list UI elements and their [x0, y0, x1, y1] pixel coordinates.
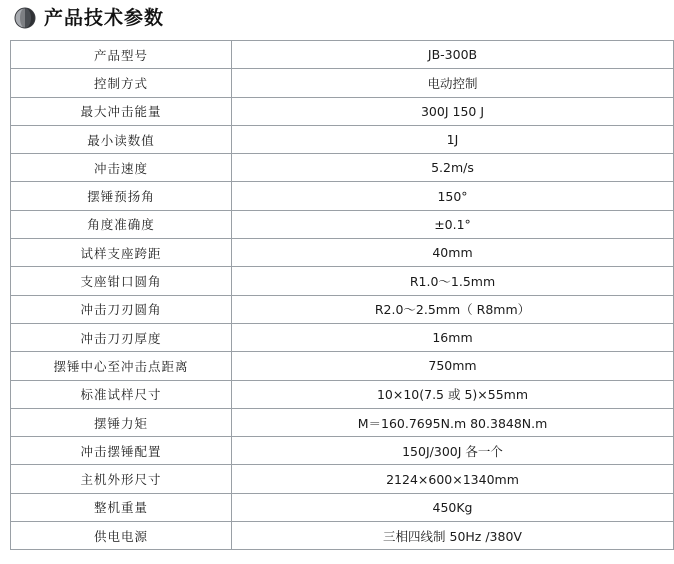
spec-label: 冲击速度: [11, 154, 232, 182]
page-header: [0, 0, 674, 34]
spec-label: 主机外形尺寸: [11, 465, 232, 493]
table-row: [11, 267, 674, 295]
page-title: 产品技术参数: [44, 7, 165, 29]
spec-label: 摆锤中心至冲击点距离: [11, 352, 232, 380]
table-row: [11, 380, 674, 408]
spec-value: 1J: [232, 125, 674, 153]
spec-label: 冲击刀刃厚度: [11, 323, 232, 351]
spec-value: R2.0～2.5mm（ R8mm）: [232, 295, 674, 323]
spec-value: 2124×600×1340mm: [232, 465, 674, 493]
sphere-bullet-icon: [14, 7, 36, 29]
table-row: [11, 69, 674, 97]
table-row: [11, 465, 674, 493]
spec-label: 角度准确度: [11, 210, 232, 238]
spec-value: 40mm: [232, 239, 674, 267]
table-row: [11, 522, 674, 550]
spec-label: 试样支座跨距: [11, 239, 232, 267]
spec-value: 450Kg: [232, 493, 674, 521]
spec-value: M＝160.7695N.m 80.3848N.m: [232, 408, 674, 436]
spec-label: 冲击摆锤配置: [11, 437, 232, 465]
spec-label: 摆锤力矩: [11, 408, 232, 436]
table-row: [11, 182, 674, 210]
spec-value: 750mm: [232, 352, 674, 380]
table-row: [11, 239, 674, 267]
table-row: [11, 437, 674, 465]
table-row: [11, 41, 674, 69]
spec-table: [10, 40, 674, 550]
spec-table-body: [11, 41, 674, 550]
spec-value: ±0.1°: [232, 210, 674, 238]
spec-value: 300J 150 J: [232, 97, 674, 125]
table-row: [11, 323, 674, 351]
spec-label: 最小读数值: [11, 125, 232, 153]
table-row: [11, 408, 674, 436]
spec-label: 最大冲击能量: [11, 97, 232, 125]
spec-value: 电动控制: [232, 69, 674, 97]
spec-label: 控制方式: [11, 69, 232, 97]
spec-value: 10×10(7.5 或 5)×55mm: [232, 380, 674, 408]
spec-label: 产品型号: [11, 41, 232, 69]
spec-value: R1.0～1.5mm: [232, 267, 674, 295]
spec-value: 16mm: [232, 323, 674, 351]
table-row: [11, 154, 674, 182]
spec-value: JB-300B: [232, 41, 674, 69]
spec-value: 150J/300J 各一个: [232, 437, 674, 465]
spec-label: 整机重量: [11, 493, 232, 521]
table-row: [11, 125, 674, 153]
table-row: [11, 295, 674, 323]
spec-value: 三相四线制 50Hz /380V: [232, 522, 674, 550]
spec-label: 标准试样尺寸: [11, 380, 232, 408]
table-row: [11, 97, 674, 125]
table-row: [11, 352, 674, 380]
spec-value: 150°: [232, 182, 674, 210]
spec-label: 供电电源: [11, 522, 232, 550]
spec-value: 5.2m/s: [232, 154, 674, 182]
spec-label: 摆锤预扬角: [11, 182, 232, 210]
spec-label: 支座钳口圆角: [11, 267, 232, 295]
spec-label: 冲击刀刃圆角: [11, 295, 232, 323]
table-row: [11, 493, 674, 521]
spec-table-container: [0, 34, 674, 550]
table-row: [11, 210, 674, 238]
